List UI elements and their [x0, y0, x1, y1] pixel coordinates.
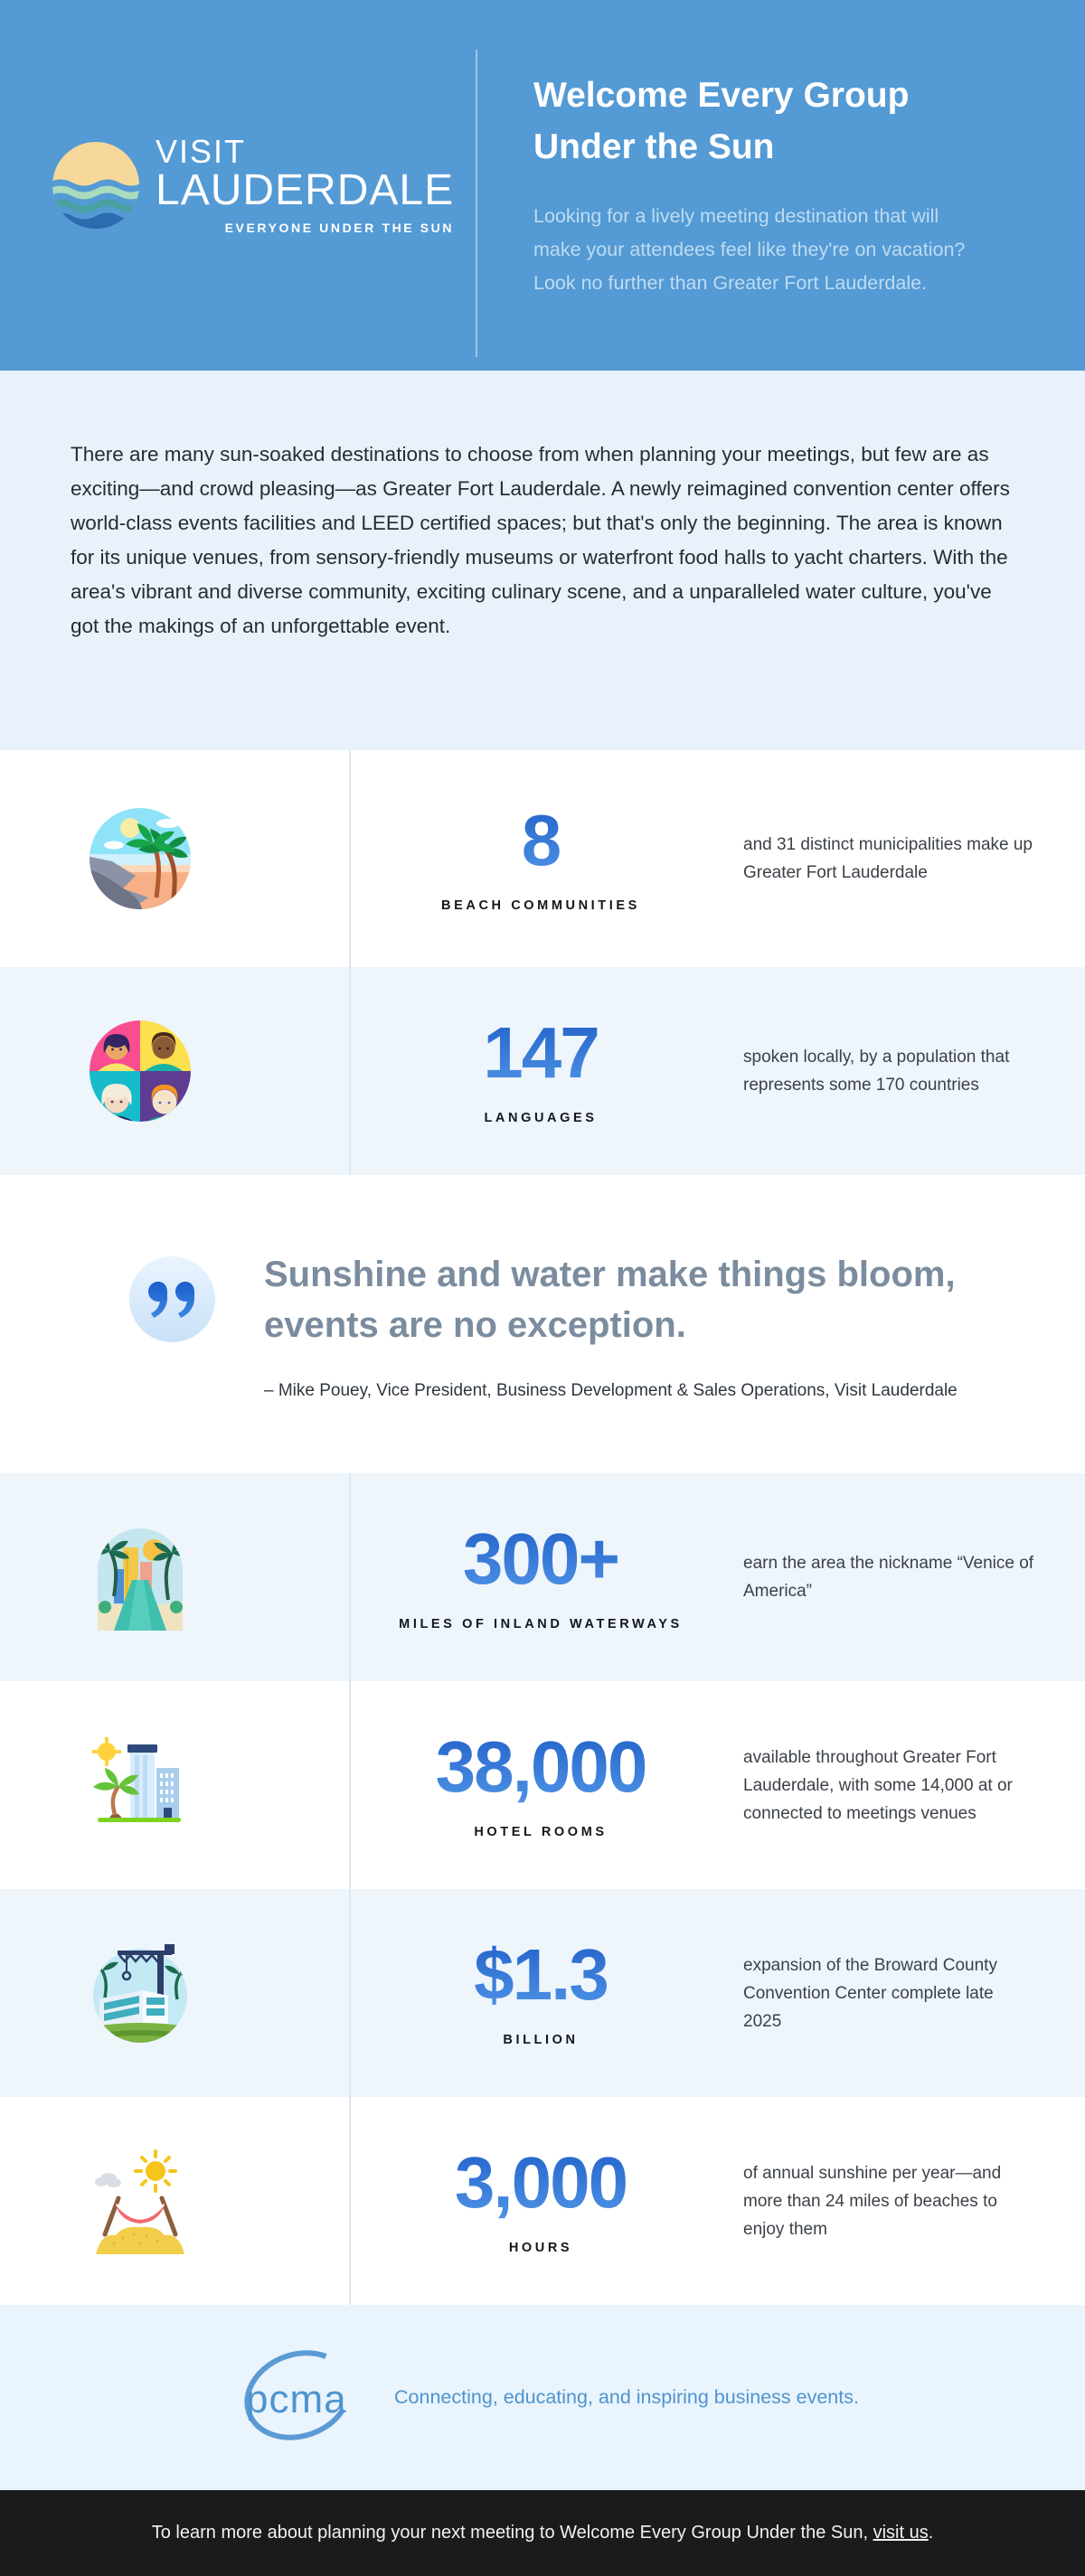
footer: [0, 2490, 1085, 2576]
logo-tagline: EVERYONE UNDER THE SUN: [224, 220, 455, 235]
quote-text: Sunshine and water make things bloom, events are no exception.: [264, 1255, 956, 1345]
stat-row-beach-communities: [0, 750, 1085, 967]
stat-row-languages: [0, 967, 1085, 1175]
stat-value: 3,000: [454, 2142, 627, 2223]
inland-waterway-icon: [0, 1473, 351, 1681]
stat-row-hotel-rooms: [0, 1681, 1085, 1889]
stat-description: spoken locally, by a population that represents some 170 countries: [743, 1048, 1010, 1095]
stat-label: HOTEL ROOMS: [474, 1825, 608, 1839]
stat-label: BEACH COMMUNITIES: [441, 898, 640, 913]
header-text-panel: [477, 0, 1085, 371]
logo-word-lauderdale: LAUDERDALE: [156, 166, 455, 215]
quote-section: [0, 1175, 1085, 1473]
quotation-mark-icon: [129, 1256, 215, 1342]
stat-label: MILES OF INLAND WATERWAYS: [399, 1617, 683, 1631]
visit-lauderdale-logo: [51, 133, 455, 235]
hotel-buildings-icon: [0, 1681, 351, 1889]
stat-value: 38,000: [435, 1726, 646, 1807]
stat-value: 8: [521, 800, 561, 880]
stat-value: $1.3: [474, 1934, 608, 2015]
footer-text: [152, 2523, 934, 2543]
intro-section: [0, 371, 1085, 750]
stat-label: LANGUAGES: [484, 1111, 598, 1125]
stat-billion: [351, 1934, 731, 2047]
stat-row-waterways: [0, 1473, 1085, 1681]
page-title: Welcome Every Group Under the Sun: [533, 76, 910, 166]
stat-description: available throughout Greater Fort Lauderdale, with some 14,000 at or connected to meetings venues: [743, 1747, 1013, 1823]
stat-sunshine-hours: [351, 2142, 731, 2255]
stat-hotel-rooms: [351, 1726, 731, 1839]
sun-waves-logo-icon: [51, 140, 141, 230]
quote-body: [264, 1249, 987, 1401]
intro-paragraph: There are many sun-soaked destinations to choose from when planning your meetings, but few are as exciting—and crowd pleasing—as Greater Fort Lauderdale. A newly reimagined convention center offers world-class events facilities and LEED certified spaces; but that's only the beginning. The area is known for its unique venues, from sensory-friendly museums or waterfront food halls to yacht charters. With the area's vibrant and diverse community, exciting culinary scene, and a unparalleled water culture, you've got the makings of an unforgettable event.: [71, 443, 1010, 637]
footer-text-before: To learn more about planning your next meeting to Welcome Every Group Under the Sun,: [151, 2523, 873, 2543]
stat-label: HOURS: [508, 2241, 573, 2255]
page-subtitle: Looking for a lively meeting destination that will make your attendees feel like they're on vacation? Look no further than Greater Fort Lauderdale.: [533, 205, 966, 295]
logo-word-visit: VISIT: [156, 133, 247, 171]
header-brand-panel: [0, 0, 477, 371]
stat-value: 300+: [462, 1518, 619, 1599]
stat-description: expansion of the Broward County Convention Center complete late 2025: [743, 1955, 997, 2031]
stat-row-sunshine-hours: [0, 2097, 1085, 2305]
stat-description: earn the area the nickname “Venice of America”: [743, 1554, 1034, 1601]
diverse-people-icon: [0, 967, 351, 1175]
beach-hammock-icon: [0, 2097, 351, 2305]
stat-beach-communities: [351, 800, 731, 913]
stat-description: of annual sunshine per year—and more than 24 miles of beaches to enjoy them: [743, 2163, 1002, 2239]
stat-value: 147: [483, 1012, 599, 1093]
footer-text-suffix: .: [928, 2523, 934, 2543]
quote-attribution: – Mike Pouey, Vice President, Business Development & Sales Operations, Visit Lauderdale: [264, 1381, 958, 1400]
stat-label: BILLION: [503, 2033, 579, 2047]
pcma-wordmark: pcma: [246, 2376, 347, 2421]
header-divider: [476, 50, 477, 357]
header: [0, 0, 1085, 371]
stat-waterways: [351, 1518, 731, 1631]
pcma-logo: [226, 2339, 371, 2457]
stat-row-convention-center: [0, 1889, 1085, 2097]
logo-wordmark: [156, 133, 455, 235]
beach-scene-icon: [0, 750, 351, 967]
stat-description: and 31 distinct municipalities make up Greater Fort Lauderdale: [743, 835, 1033, 882]
pcma-section: [0, 2305, 1085, 2490]
visit-us-link[interactable]: visit us: [873, 2523, 929, 2543]
pcma-tagline: Connecting, educating, and inspiring business events.: [394, 2386, 859, 2408]
stat-languages: [351, 1012, 731, 1125]
construction-crane-icon: [0, 1889, 351, 2097]
